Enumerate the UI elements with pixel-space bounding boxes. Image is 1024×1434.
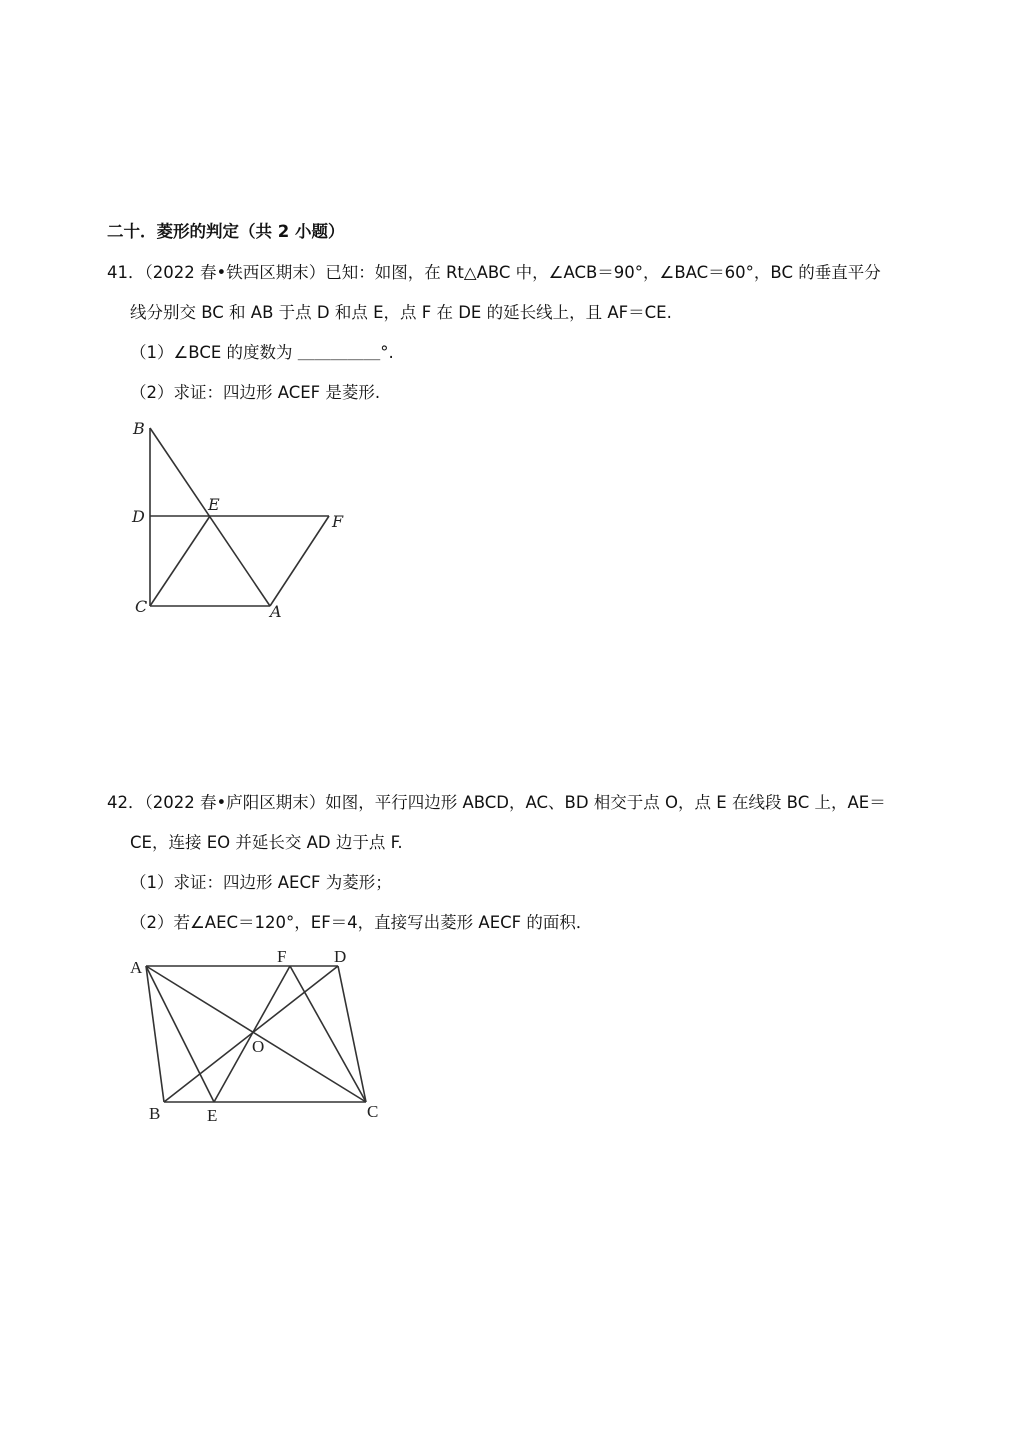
q42-part2: （2）若∠AEC＝120°，EF＝4，直接写出菱形 AECF 的面积．: [130, 913, 593, 932]
q41-part1-prefix: （1）∠BCE 的度数为: [130, 343, 298, 362]
q41-part2: （2）求证：四边形 ACEF 是菱形.: [130, 383, 381, 402]
diagonal-BD: [164, 966, 338, 1102]
segment-EF: [214, 966, 290, 1102]
q42-statement-line2: CE，连接 EO 并延长交 AD 边于点 F.: [130, 833, 403, 852]
label-A: A: [270, 602, 282, 621]
q41-statement-line2: 线分别交 BC 和 AB 于点 D 和点 E，点 F 在 DE 的延长线上，且 AF＝CE.: [130, 303, 672, 322]
segment-BA: [146, 966, 164, 1102]
label-O: O: [252, 1037, 265, 1056]
segment-FC: [290, 966, 366, 1102]
label-D: D: [334, 947, 347, 966]
segment-AF: [270, 516, 329, 606]
q41-answer-blank[interactable]: ＿＿＿＿＿: [297, 343, 381, 362]
q41-statement-line1: 41．（2022 春•铁西区期末）已知：如图，在 Rt△ABC 中，∠ACB＝90°，∠BAC＝60°，BC 的垂直平分: [107, 263, 881, 282]
label-A: A: [130, 958, 143, 977]
diagonal-AC: [146, 966, 366, 1102]
label-E: E: [207, 1106, 218, 1125]
q41-figure: [120, 410, 370, 635]
q41-part1-suffix: °.: [380, 343, 394, 362]
label-D: D: [132, 507, 145, 526]
section-heading: 二十．菱形的判定（共 2 小题）: [107, 222, 345, 241]
label-F: F: [332, 512, 344, 531]
q42-figure: [120, 940, 400, 1130]
q42-part1: （1）求证：四边形 AECF 为菱形；: [130, 873, 392, 892]
label-F: F: [277, 947, 287, 966]
q42-statement-line1: 42．（2022 春•庐阳区期末）如图，平行四边形 ABCD，AC、BD 相交于点 O，点 E 在线段 BC 上，AE＝: [107, 793, 886, 812]
label-B: B: [149, 1104, 161, 1123]
segment-DC: [338, 966, 366, 1102]
label-C: C: [135, 597, 148, 616]
label-C: C: [367, 1102, 379, 1121]
label-E: E: [208, 495, 220, 514]
segment-CE: [150, 516, 210, 606]
label-B: B: [133, 419, 145, 438]
q41-part1: [130, 342, 394, 364]
